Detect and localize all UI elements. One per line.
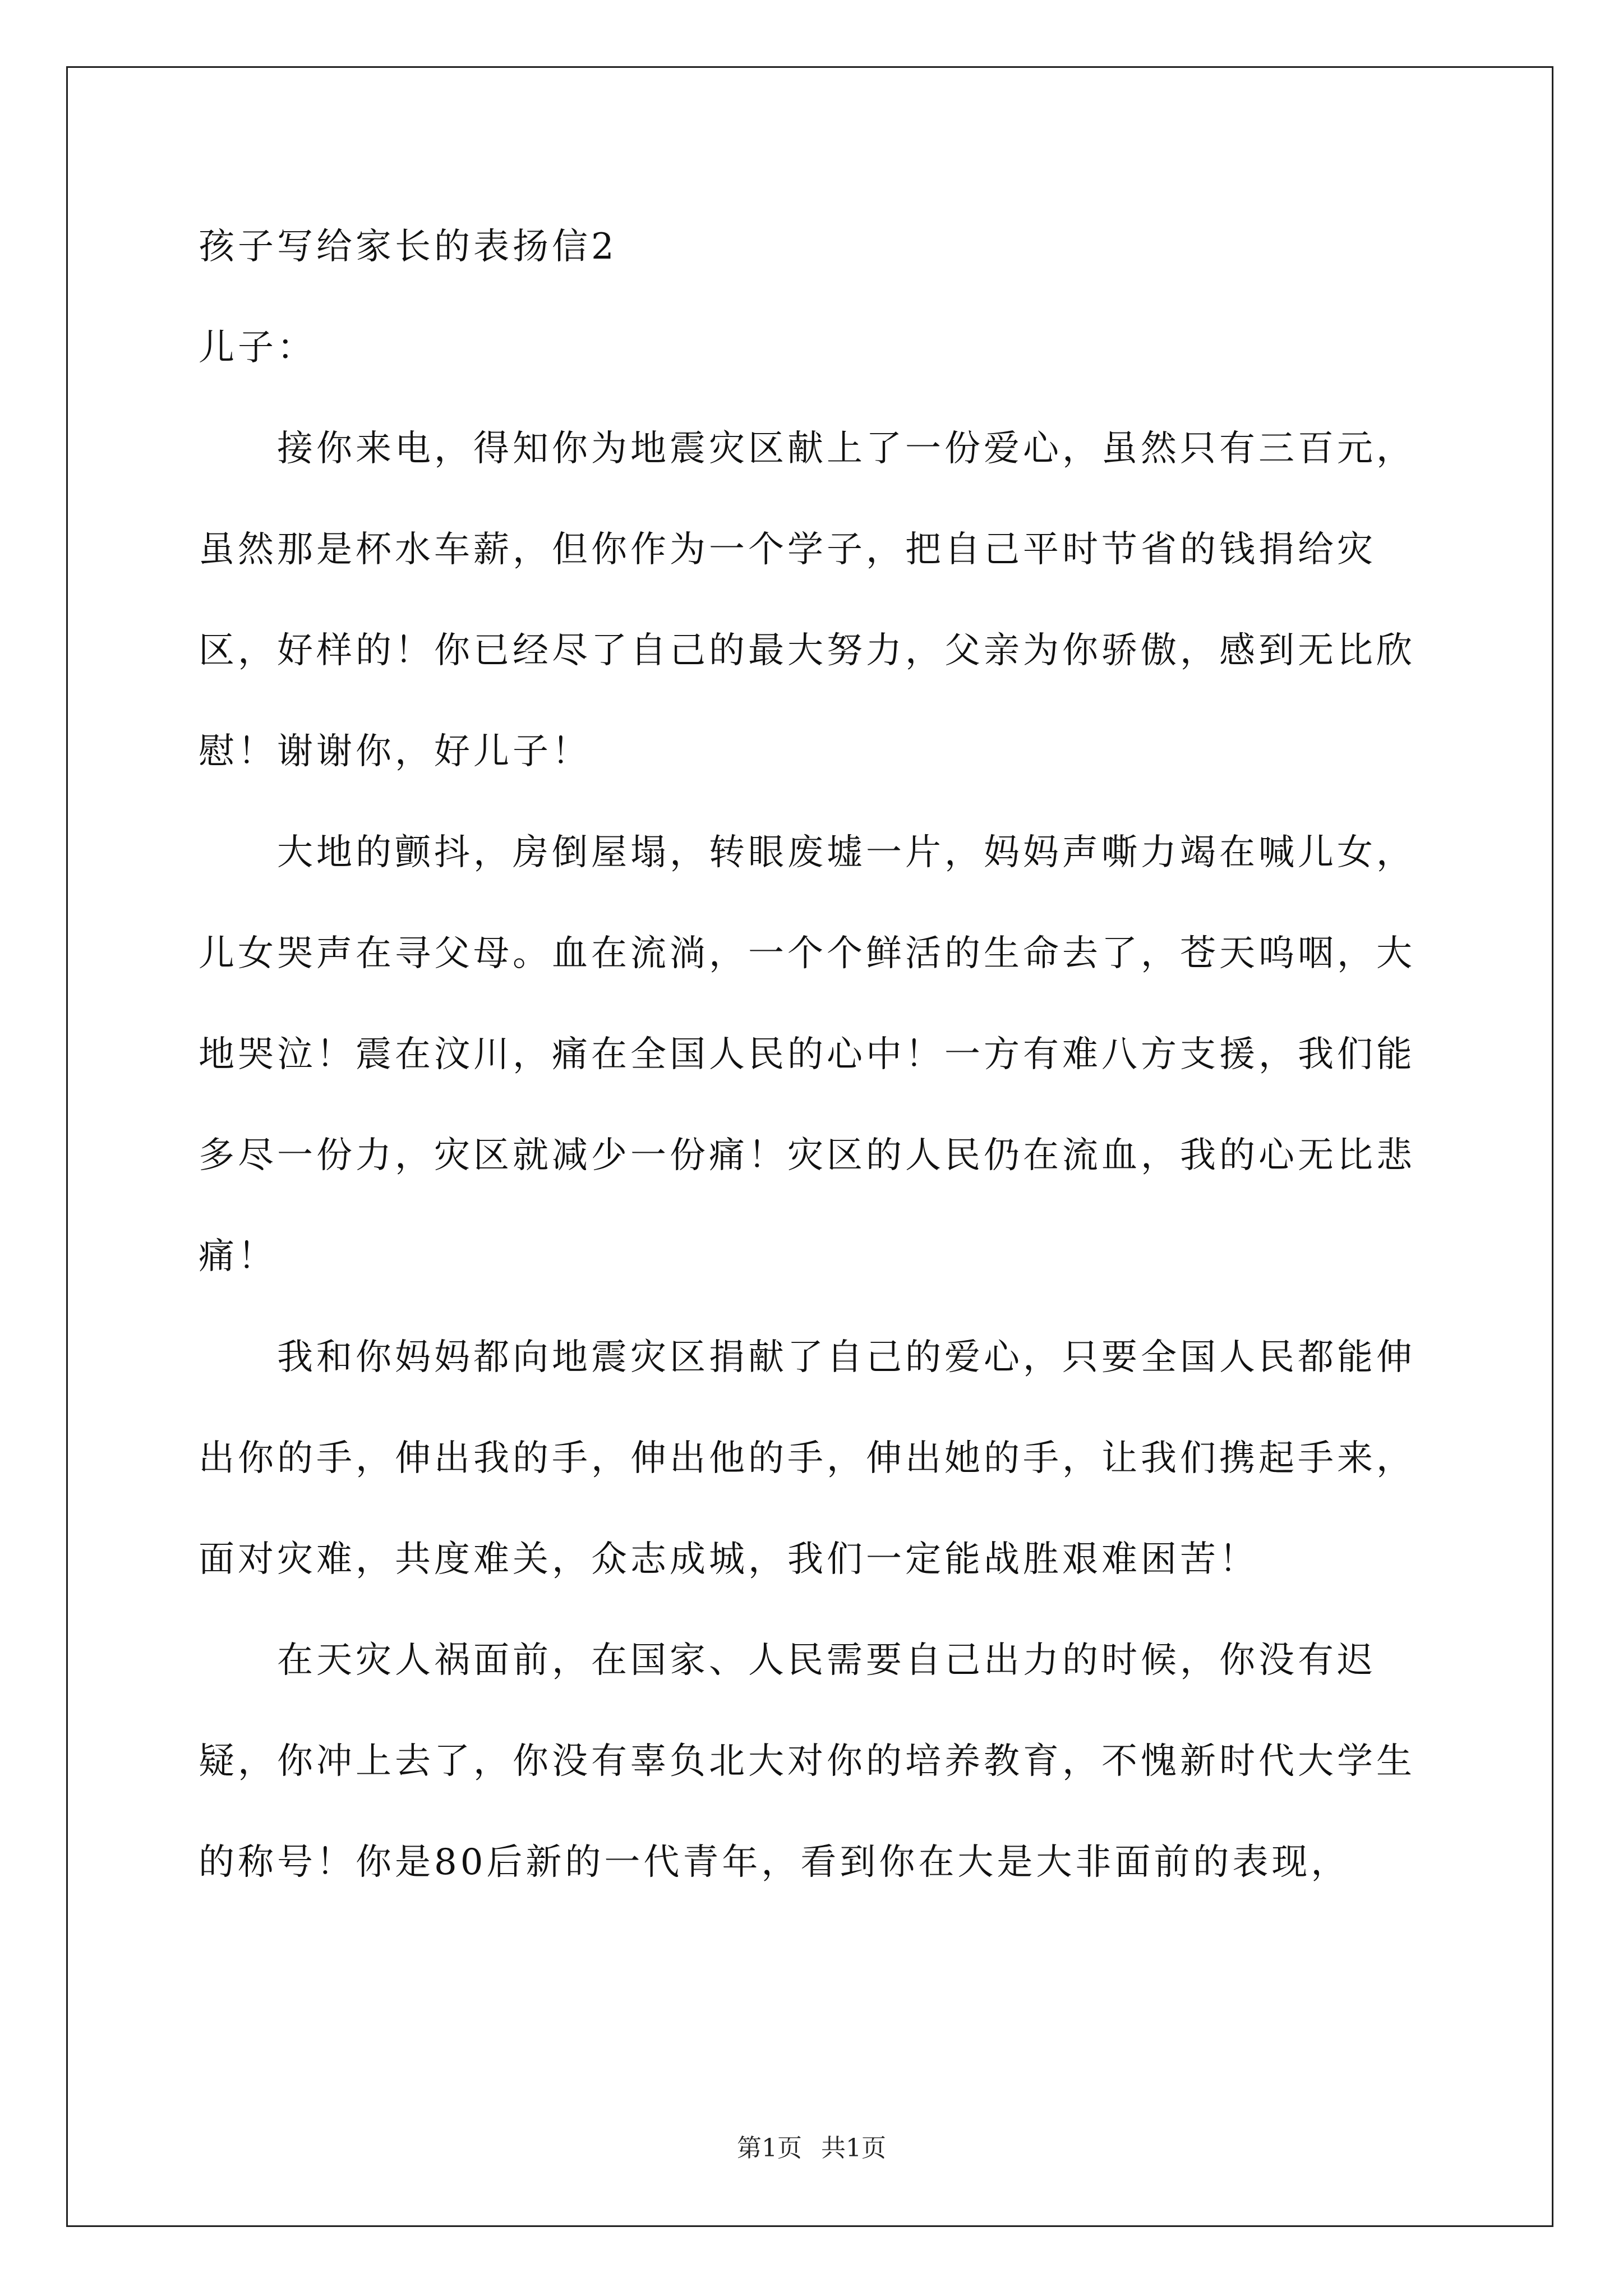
letter-body — [199, 196, 1432, 1913]
page-footer — [0, 2132, 1623, 2165]
paragraph-3: 我和你妈妈都向地震灾区捐献了自己的爱心，只要全国人民都能伸出你的手，伸出我的手，伸出他的手，伸出她的手，让我们携起手来，面对灾难，共度难关，众志成城，我们一定能战胜艰难困苦！ — [199, 1337, 1415, 1580]
paragraph-1: 接你来电，得知你为地震灾区献上了一份爱心，虽然只有三百元，虽然那是杯水车薪，但你作为一个学子，把自己平时节省的钱捐给灾区，好样的！你已经尽了自己的最大努力，父亲为你骄傲，感到无比欣慰！谢谢你，好儿子！ — [199, 428, 1415, 772]
salutation: 儿子： — [199, 327, 316, 369]
page-total: 共1页 — [821, 2134, 886, 2162]
paragraph-2: 大地的颤抖，房倒屋塌，转眼废墟一片，妈妈声嘶力竭在喊儿女，儿女哭声在寻父母。血在流淌，一个个鲜活的生命去了，苍天呜咽，大地哭泣！震在汶川，痛在全国人民的心中！一方有难八方支援，我们能多尽一份力，灾区就减少一份痛！灾区的人民仍在流血，我的心无比悲痛！ — [199, 832, 1415, 1277]
paragraph-4: 在天灾人祸面前，在国家、人民需要自己出力的时候，你没有迟疑，你冲上去了，你没有辜负北大对你的培养教育，不愧新时代大学生的称号！你是80后新的一代青年，看到你在大是大非面前的表现， — [199, 1640, 1415, 1883]
letter-title: 孩子写给家长的表扬信2 — [199, 226, 617, 268]
page-number: 第1页 — [737, 2134, 802, 2162]
